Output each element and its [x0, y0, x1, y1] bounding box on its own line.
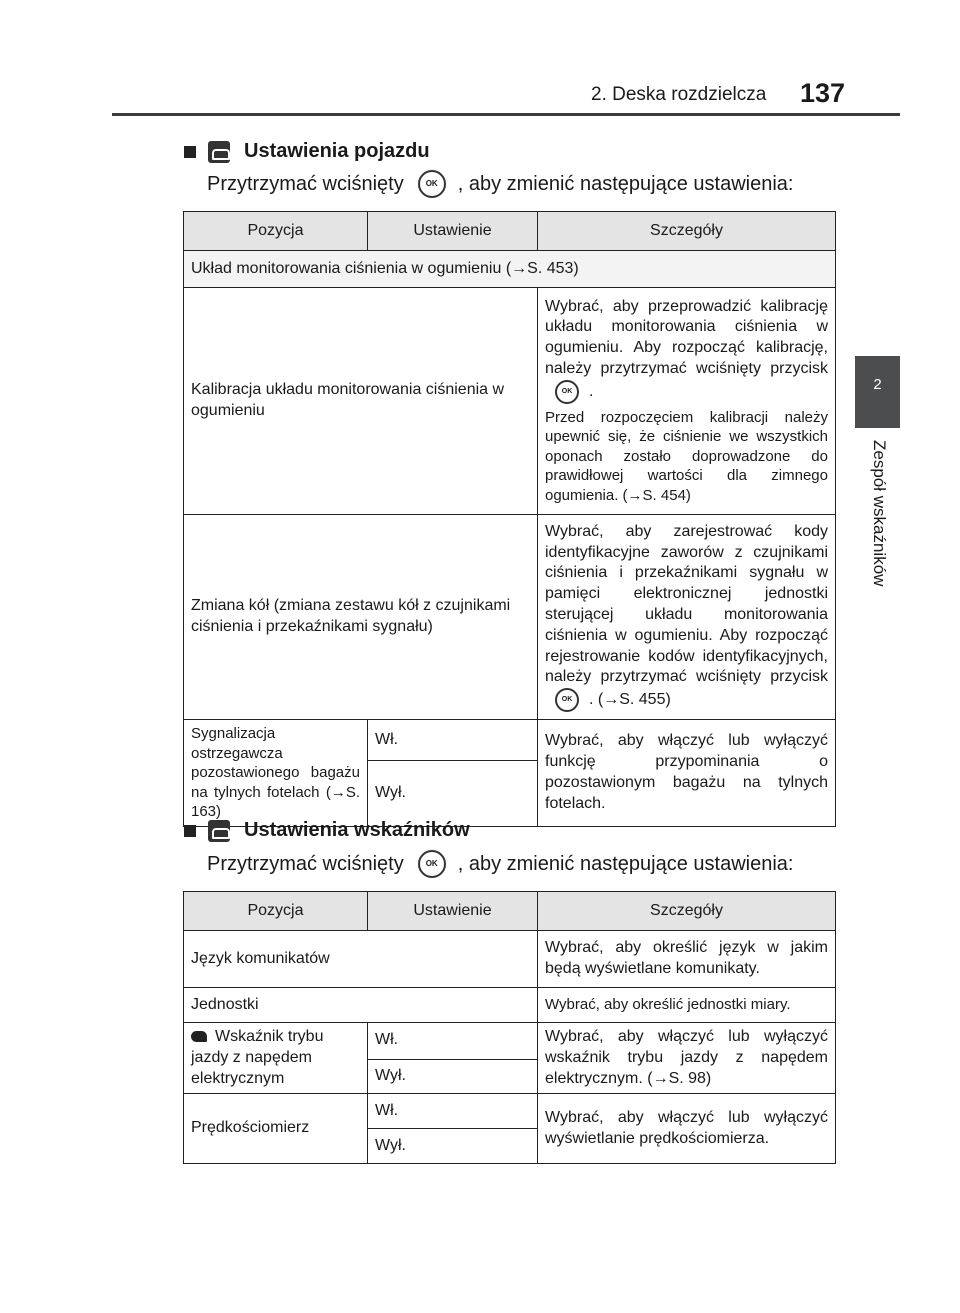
ok-button-icon: OK — [418, 850, 446, 878]
section-intro — [207, 850, 793, 878]
row-pozycja: Sygnalizacja ostrzegawcza pozostawionego bagażu na tylnych fotelach (→S. 163) — [184, 720, 368, 827]
details-text-end: . — [589, 383, 594, 401]
row-pozycja: Prędkościomierz — [184, 1094, 368, 1164]
section-title: Ustawienia wskaźników — [244, 819, 470, 841]
table-row — [184, 515, 836, 720]
details-text: Wybrać, aby zarejestrować kody identyfikacyjne zaworów z czujnikami ciśnienia i przekaźnikami sygnału w pamięci elektronicznej jednostki sterującej układu monitorowania ciśnienia w ogumieniu. Aby rozpocząć rejestrowanie kodów identyfikacyjnych, należy przytrzymać wciśnięty przycisk — [545, 522, 828, 686]
row-pozycja: Jednostki — [184, 988, 538, 1023]
table-row — [184, 288, 836, 515]
column-header: Ustawienie — [368, 892, 538, 931]
details-text-end: . (→S. 455) — [589, 691, 671, 709]
row-details: Wybrać, aby określić jednostki miary. — [538, 988, 836, 1023]
ev-mode-icon — [191, 1031, 207, 1042]
row-setting-on: Wł. — [368, 720, 538, 761]
table-row — [184, 931, 836, 988]
details-note: Przed rozpoczęciem kalibracji należy upewnić się, że ciśnienie we wszystkich oponach zostało doprowadzone do prawidłowej wartości dla zimnego ogumienia. (→S. 454) — [545, 408, 828, 504]
column-header: Szczegóły — [538, 212, 836, 251]
row-setting-off: Wył. — [368, 761, 538, 826]
row-details — [538, 288, 836, 515]
gauge-settings-icon — [208, 820, 230, 842]
table-row — [184, 988, 836, 1023]
intro-text-end: , aby zmienić następujące ustawienia: — [457, 852, 794, 875]
row-details: Wybrać, aby włączyć lub wyłączyć wyświetlanie prędkościomierza. — [538, 1094, 836, 1164]
column-header: Pozycja — [184, 892, 368, 931]
table-header-row — [184, 892, 836, 931]
bullet-square — [184, 146, 196, 158]
row-pozycja: Zmiana kół (zmiana zestawu kół z czujnikami ciśnienia i przekaźnikami sygnału) — [184, 515, 538, 720]
row-pozycja: Kalibracja układu monitorowania ciśnienia w ogumieniu — [184, 288, 538, 515]
gauge-settings-table — [183, 891, 836, 1164]
details-text: Wybrać, aby przeprowadzić kalibrację układu monitorowania ciśnienia w ogumieniu. Aby rozpocząć kalibrację, należy przytrzymać wciśnięty przycisk — [545, 297, 828, 378]
ok-button-icon: OK — [418, 170, 446, 198]
column-header: Ustawienie — [368, 212, 538, 251]
column-header: Pozycja — [184, 212, 368, 251]
row-setting-on: Wł. — [368, 1094, 538, 1129]
row-pozycja: Język komunikatów — [184, 931, 538, 988]
pozycja-text: Wskaźnik trybu jazdy z napędem elektrycznym — [191, 1028, 324, 1087]
table-row — [184, 1023, 836, 1060]
row-setting-on: Wł. — [368, 1023, 538, 1060]
bullet-square — [184, 825, 196, 837]
intro-text: Przytrzymać wciśnięty — [207, 852, 404, 875]
ok-button-icon: OK — [555, 380, 579, 404]
ok-button-icon: OK — [555, 688, 579, 712]
row-details: Wybrać, aby włączyć lub wyłączyć wskaźnik trybu jazdy z napędem elektrycznym. (→S. 98) — [538, 1023, 836, 1094]
section-title: Ustawienia pojazdu — [244, 140, 430, 162]
group-label: Układ monitorowania ciśnienia w ogumieniu (→S. 453) — [184, 251, 836, 288]
row-pozycja — [184, 1023, 368, 1094]
header-section-title: 2. Deska rozdzielcza — [591, 84, 767, 105]
row-details: Wybrać, aby włączyć lub wyłączyć funkcję przypominania o pozostawionym bagażu na tylnych fotelach. — [538, 720, 836, 827]
column-header: Szczegóły — [538, 892, 836, 931]
header-rule — [112, 113, 900, 116]
table-group-row — [184, 251, 836, 288]
section-intro — [207, 170, 793, 198]
intro-text-end: , aby zmienić następujące ustawienia: — [457, 172, 794, 195]
row-details — [538, 515, 836, 720]
section-heading-gauge-settings — [184, 819, 470, 842]
table-row — [184, 720, 836, 761]
page-number: 137 — [800, 78, 846, 108]
section-heading-vehicle-settings — [184, 140, 430, 163]
intro-text: Przytrzymać wciśnięty — [207, 172, 404, 195]
chapter-tab-label: Zespół wskaźników — [870, 440, 889, 587]
chapter-tab: 2 — [855, 356, 900, 428]
table-row — [184, 1094, 836, 1129]
vehicle-settings-icon — [208, 141, 230, 163]
vehicle-settings-table — [183, 211, 836, 827]
row-setting-off: Wył. — [368, 1129, 538, 1164]
table-header-row — [184, 212, 836, 251]
row-setting-off: Wył. — [368, 1059, 538, 1094]
row-details: Wybrać, aby określić język w jakim będą wyświetlane komunikaty. — [538, 931, 836, 988]
